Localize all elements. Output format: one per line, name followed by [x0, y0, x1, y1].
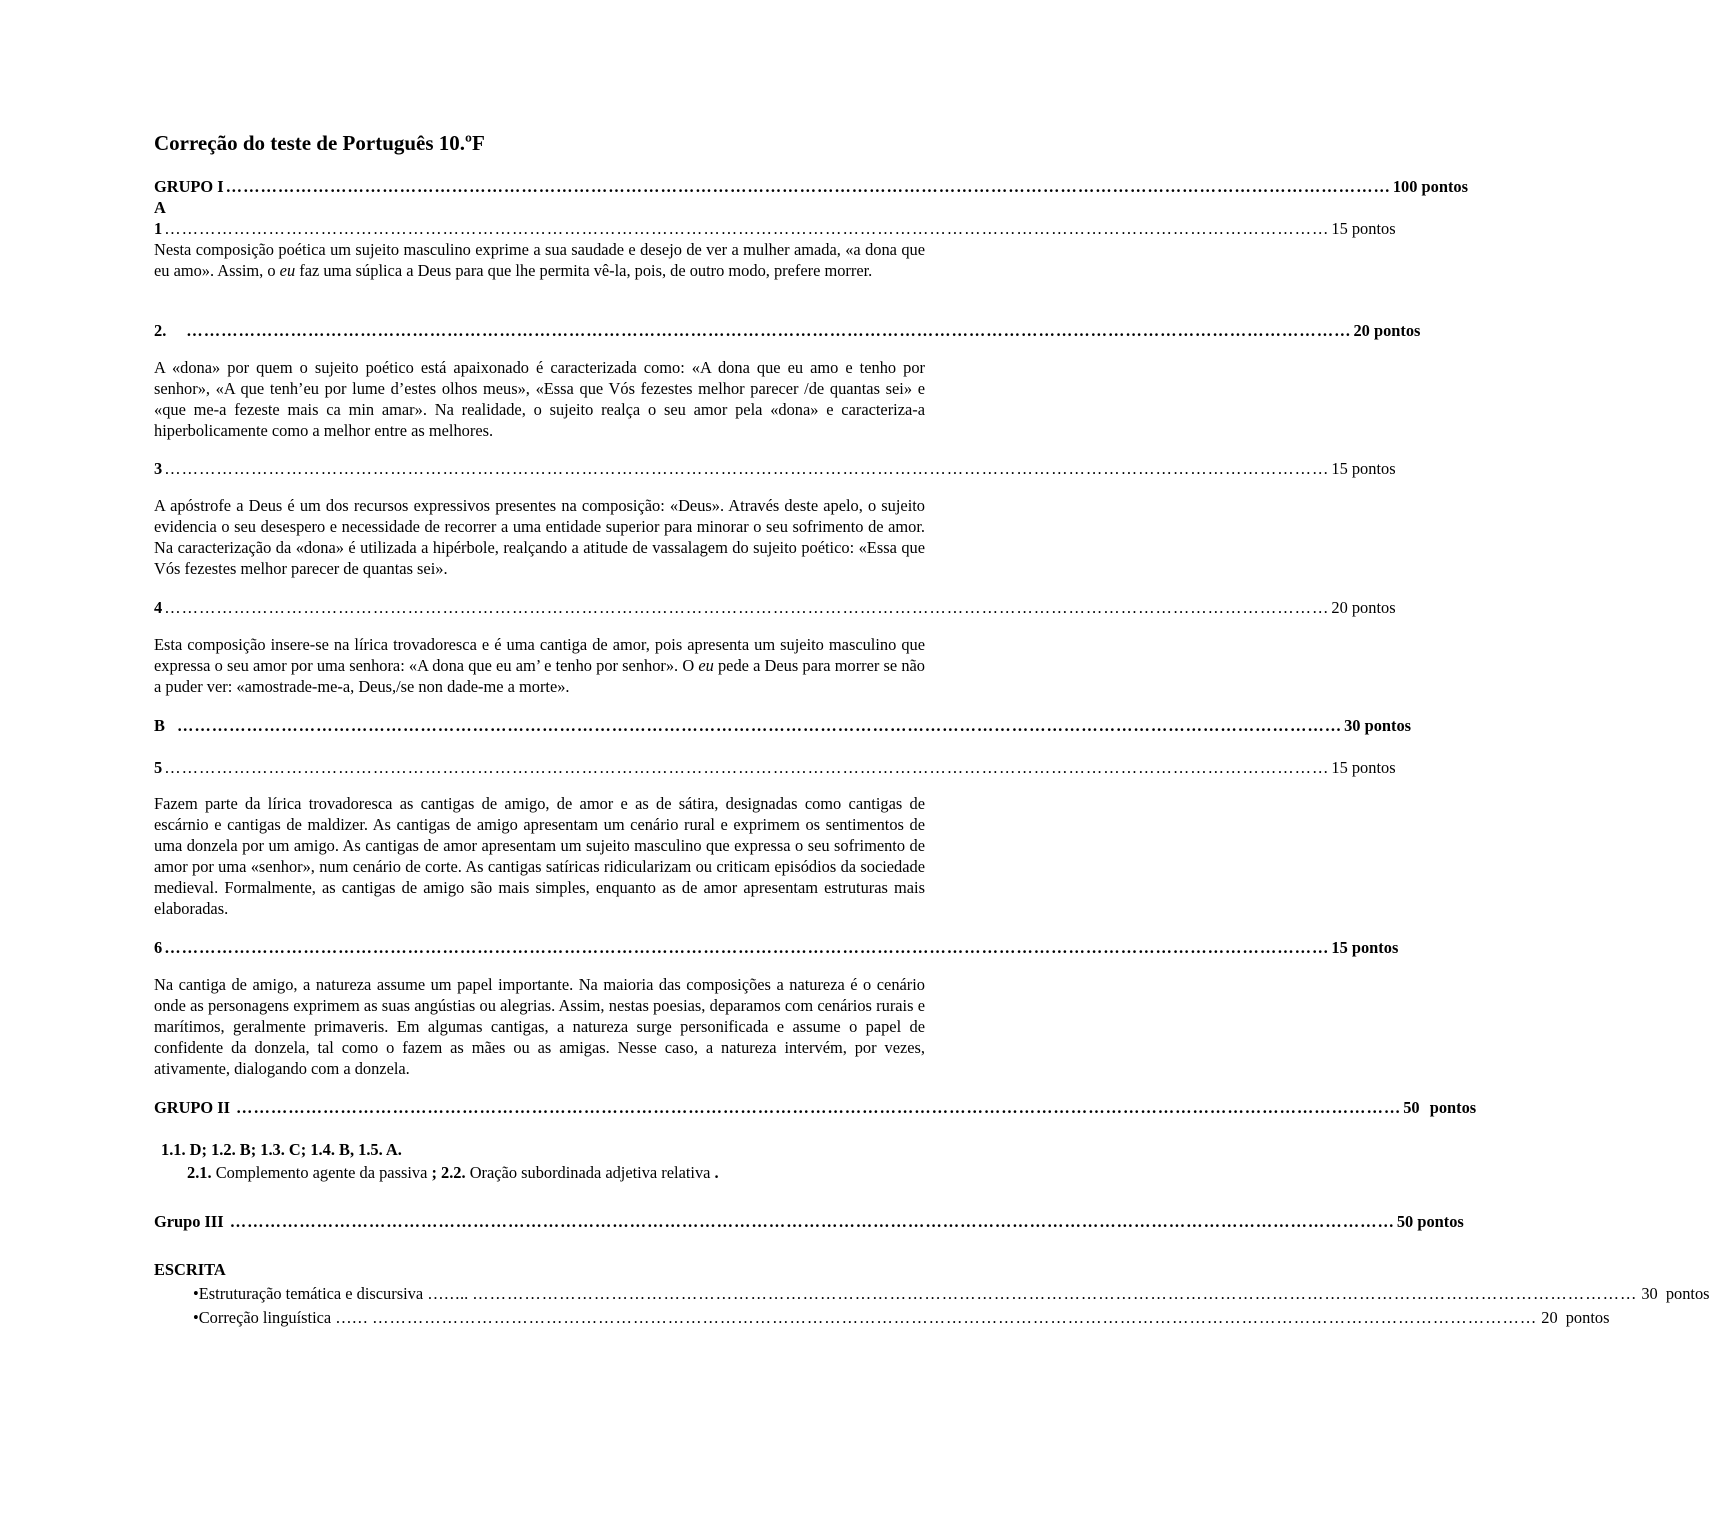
question-5-answer: Fazem parte da lírica trovadoresca as cantigas de amigo, de amor e as de sátira, designadas como cantigas de escárnio e cantigas de maldizer. As cantigas de amigo apresentam um cenário rural e exprimem os sentimentos de uma donzela por um amigo. As cantigas de amor apresentam um sujeito masculino que expressa o seu sofrimento de amor por uma «senhor», num cenário de corte. As cantigas satíricas ridicularizam ou criticam episódios da sociedade medieval. Formalmente, as cantigas de amigo são mais simples, enquanto as de amor apresentam estruturas mais elaboradas. [154, 794, 925, 918]
question-1-label: 1 [154, 219, 163, 238]
escrita-label: ESCRITA [154, 1260, 226, 1279]
grupo-2-answers-1: 1.1. D; 1.2. B; 1.3. C; 1.4. B, 1.5. A. [161, 1140, 402, 1159]
answer-text: pede a Deus para morrer se não a puder ver: «amostrade-me-a, Deus,/se non dade-me a morte». [154, 656, 925, 696]
leader-dots: ………………………………………………………………………………………………………………………………………………………………………………… [164, 938, 1330, 957]
question-5-header [154, 757, 1396, 778]
escrita-item-label: Correção linguística …… [198, 1308, 369, 1327]
question-4-points: 20 pontos [1331, 598, 1396, 617]
escrita-item-points: 20 pontos [1541, 1308, 1610, 1327]
answer-text: Complemento agente da passiva [211, 1163, 432, 1182]
question-1-answer [154, 239, 925, 281]
question-2-points: 20 pontos [1353, 321, 1421, 340]
answer-text: faz uma súplica a Deus para que lhe permita vê-la, pois, de outro modo, prefere morrer. [295, 261, 873, 280]
answer-text: Nesta composição poética um sujeito masculino exprime a sua saudade e desejo de ver a mulher amada, «a dona que eu amo». Assim, o [154, 240, 925, 280]
leader-dots: ………………………………………………………………………………………………………………………………………………………………………………… [176, 716, 1343, 735]
grupo-3-points: 50 pontos [1396, 1212, 1464, 1231]
question-6-header [154, 937, 1399, 958]
question-1-points: 15 pontos [1331, 219, 1396, 238]
grupo-1-label: GRUPO I [154, 177, 224, 196]
question-6-label: 6 [154, 938, 163, 957]
grupo-3-header [154, 1211, 1464, 1232]
grupo-3-label: Grupo III [154, 1212, 224, 1231]
grupo-2-label: GRUPO II [154, 1098, 231, 1117]
answer-label: 2.1. [187, 1163, 212, 1182]
section-b-header [154, 715, 1412, 736]
escrita-item-2 [193, 1307, 1610, 1329]
question-4-answer [154, 634, 925, 697]
bullet-icon: • [193, 1284, 199, 1303]
grupo-2-header [154, 1097, 1477, 1118]
grupo-2-answers-2 [187, 1162, 719, 1183]
document-title: Correção do teste de Português 10.ºF [154, 131, 485, 155]
escrita-item-points: 30 pontos [1641, 1284, 1710, 1303]
escrita-item-label: Estruturação temática e discursiva …….. [198, 1284, 469, 1303]
leader-dots: ………………………………………………………………………………………………………………………………………………………………………………… [225, 177, 1391, 196]
escrita-item-1 [193, 1283, 1710, 1305]
answer-emphasis: eu [698, 656, 714, 675]
leader-dots: ………………………………………………………………………………………………………………………………………………………………………………… [164, 758, 1330, 777]
leader-dots: ………………………………………………………………………………………………………………………………………………………………………………… [164, 459, 1330, 478]
question-3-label: 3 [154, 459, 163, 478]
question-2-label: 2. [154, 321, 167, 340]
leader-dots: ………………………………………………………………………………………………………………………………………………………………………………… [472, 1284, 1638, 1303]
grupo-1-header [154, 176, 1468, 197]
leader-dots: ………………………………………………………………………………………………………………………………………………………………………………… [164, 219, 1330, 238]
question-2-answer: A «dona» por quem o sujeito poético está apaixonado é caracterizada como: «A dona que eu amo e tenho por senhor», «A que tenh’eu por lume d’estes olhos meus», «Essa que Vós fezestes melhor parecer /de quantas sei» e «que me-a fezeste mais ca min amar». Na realidade, o sujeito realça o seu amor pela «dona» e caracteriza-a hiperbolicamente como a melhor entre as melhores. [154, 358, 925, 440]
leader-dots: ………………………………………………………………………………………………………………………………………………………………………………… [229, 1212, 1395, 1231]
grupo-2-points: 50 pontos [1403, 1098, 1477, 1117]
question-3-header [154, 458, 1396, 479]
leader-dots: ………………………………………………………………………………………………………………………………………………………………………………… [164, 598, 1330, 617]
section-a-label: A [154, 198, 166, 217]
question-5-label: 5 [154, 758, 163, 777]
answer-text: Oração subordinada adjetiva relativa [465, 1163, 715, 1182]
question-6-points: 15 pontos [1331, 938, 1399, 957]
question-5-points: 15 pontos [1331, 758, 1396, 777]
section-b-label: B [154, 716, 165, 735]
leader-dots: ………………………………………………………………………………………………………………………………………………………………………………… [236, 1098, 1402, 1117]
question-3-answer: A apóstrofe a Deus é um dos recursos expressivos presentes na composição: «Deus». Através deste apelo, o sujeito evidencia o seu desespero e necessidade de recorrer a uma entidade superior para minorar o seu sofrimento de amor. Na caracterização da «dona» é utilizada a hipérbole, realçando a atitude de vassalagem do sujeito poético: «Essa que Vós fezestes melhor parecer de quantas sei». [154, 496, 925, 578]
answer-label: ; 2.2. [431, 1163, 466, 1182]
question-3-points: 15 pontos [1331, 459, 1396, 478]
question-2-header [154, 320, 1421, 341]
answer-text: Esta composição insere-se na lírica trovadoresca e é uma cantiga de amor, pois apresenta um sujeito masculino que expressa o seu amor por uma senhora: «A dona que eu am’ e tenho por senhor». O [154, 635, 925, 675]
section-b-points: 30 pontos [1344, 716, 1412, 735]
leader-dots: ………………………………………………………………………………………………………………………………………………………………………………… [372, 1308, 1538, 1327]
question-1-header [154, 218, 1396, 239]
answer-emphasis: eu [279, 261, 296, 280]
question-4-header [154, 597, 1396, 618]
grupo-1-points: 100 pontos [1392, 177, 1468, 196]
answer-end: . [714, 1163, 719, 1182]
question-6-answer: Na cantiga de amigo, a natureza assume um papel importante. Na maioria das composições a natureza é o cenário onde as personagens exprimem as suas angústias ou alegrias. Assim, nestas poesias, deparamos com cenários rurais e marítimos, geralmente primaveris. Em algumas cantigas, a natureza surge personificada e assume o papel de confidente da donzela, tal como o fazem as mães ou as amigas. Nesse caso, a natureza intervém, por vezes, ativamente, dialogando com a donzela. [154, 975, 925, 1078]
leader-dots: ………………………………………………………………………………………………………………………………………………………………………………… [186, 321, 1352, 340]
question-4-label: 4 [154, 598, 163, 617]
bullet-icon: • [193, 1308, 199, 1327]
